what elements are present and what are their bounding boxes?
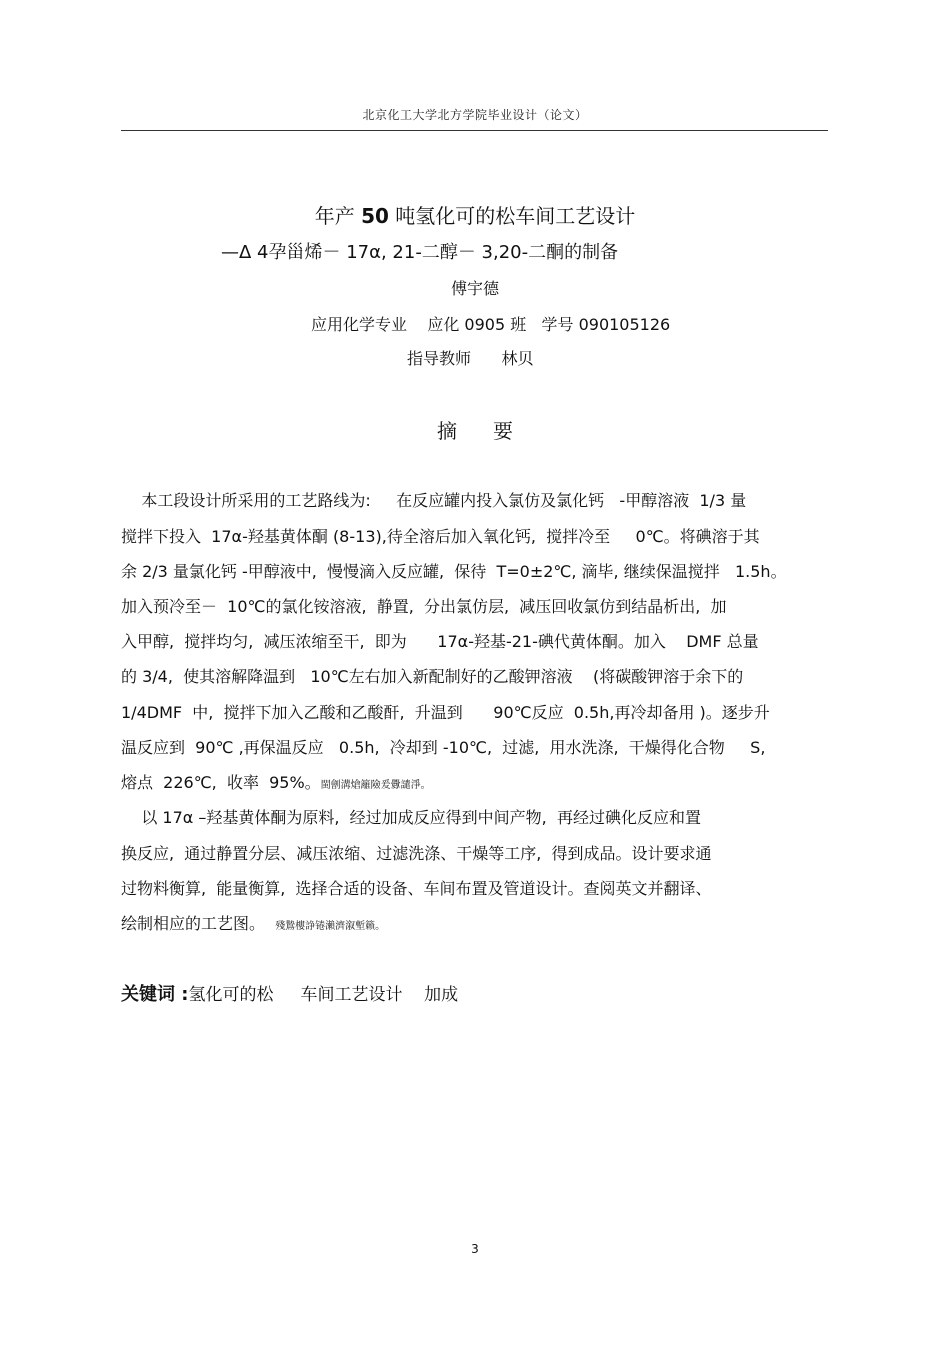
keywords [121, 980, 458, 1006]
garbled-watermark-text: 殘鷙樓諍锩瀨濟溆塹籟。 [275, 921, 386, 932]
page-number: 3 [471, 1242, 479, 1256]
title-prefix: 年产 [314, 204, 362, 228]
thesis-subtitle: —Δ 4孕甾烯－ 17α, 21-二醇－ 3,20-二酮的制备 [221, 242, 619, 263]
keywords-label: 关键词 : [121, 984, 189, 1005]
abstract-line: 的 3/4, 使其溶解降温到 10℃左右加入新配制好的乙酸钾溶液 (将碳酸钾溶于余下的 [121, 667, 744, 686]
garbled-watermark-text: 閩劊溝熗籬險爰釁譴淨。 [320, 780, 431, 791]
major-class-info: 应用化学专业 应化 0905 班 学号 090105126 [311, 315, 671, 334]
abstract-heading: 摘要 [437, 419, 549, 443]
abstract-line: 搅拌下投入 17α-羟基黄体酮 (8-13),待全溶后加入氧化钙, 搅拌冷至 0℃。将碘溶于其 [121, 527, 760, 546]
abstract-line [121, 911, 385, 934]
title-number: 50 [361, 204, 389, 228]
keywords-value: 氢化可的松 车间工艺设计 加成 [188, 985, 459, 1005]
abstract-line: 过物料衡算, 能量衡算, 选择合适的设备、车间布置及管道设计。查阅英文并翻译、 [121, 879, 712, 898]
abstract-line: 换反应, 通过静置分层、减压浓缩、过滤洗涤、干燥等工序, 得到成品。设计要求通 [121, 844, 712, 863]
header-rule [121, 130, 828, 131]
abstract-line: 加入预冷至－ 10℃的氯化铵溶液, 静置, 分出氯仿层, 减压回收氯仿到结晶析出, 加 [121, 597, 727, 616]
author-name: 傅宇德 [450, 279, 499, 298]
abstract-line [121, 770, 431, 793]
abstract-line: 本工段设计所采用的工艺路线为: 在反应罐内投入氯仿及氯化钙 -甲醇溶液 1/3 量 [121, 491, 747, 510]
abstract-line: 1/4DMF 中, 搅拌下加入乙酸和乙酸酐, 升温到 90℃反应 0.5h,再冷却备用 )。逐步升 [121, 703, 770, 722]
title-suffix: 吨氢化可的松车间工艺设计 [388, 204, 636, 228]
abstract-line: 余 2/3 量氯化钙 -甲醇液中, 慢慢滴入反应罐, 保待 T=0±2℃, 滴毕, 继续保温搅拌 1.5h。 [121, 562, 787, 581]
abstract-line: 温反应到 90℃ ,再保温反应 0.5h, 冷却到 -10℃, 过滤, 用水洗涤, 干燥得化合物 S, [121, 738, 766, 757]
thesis-title [0, 200, 950, 229]
abstract-line: 入甲醇, 搅拌均匀, 减压浓缩至干, 即为 17α-羟基-21-碘代黄体酮。加入 DMF 总量 [121, 632, 759, 651]
running-header: 北京化工大学北方学院毕业设计（论文） [362, 108, 588, 122]
abstract-line-text: 绘制相应的工艺图。 [121, 914, 266, 933]
abstract-line-text: 熔点 226℃, 收率 95%。 [121, 773, 321, 792]
advisor-info: 指导教师 林贝 [407, 349, 534, 368]
abstract-line: 以 17α –羟基黄体酮为原料, 经过加成反应得到中间产物, 再经过碘化反应和置 [121, 808, 701, 827]
